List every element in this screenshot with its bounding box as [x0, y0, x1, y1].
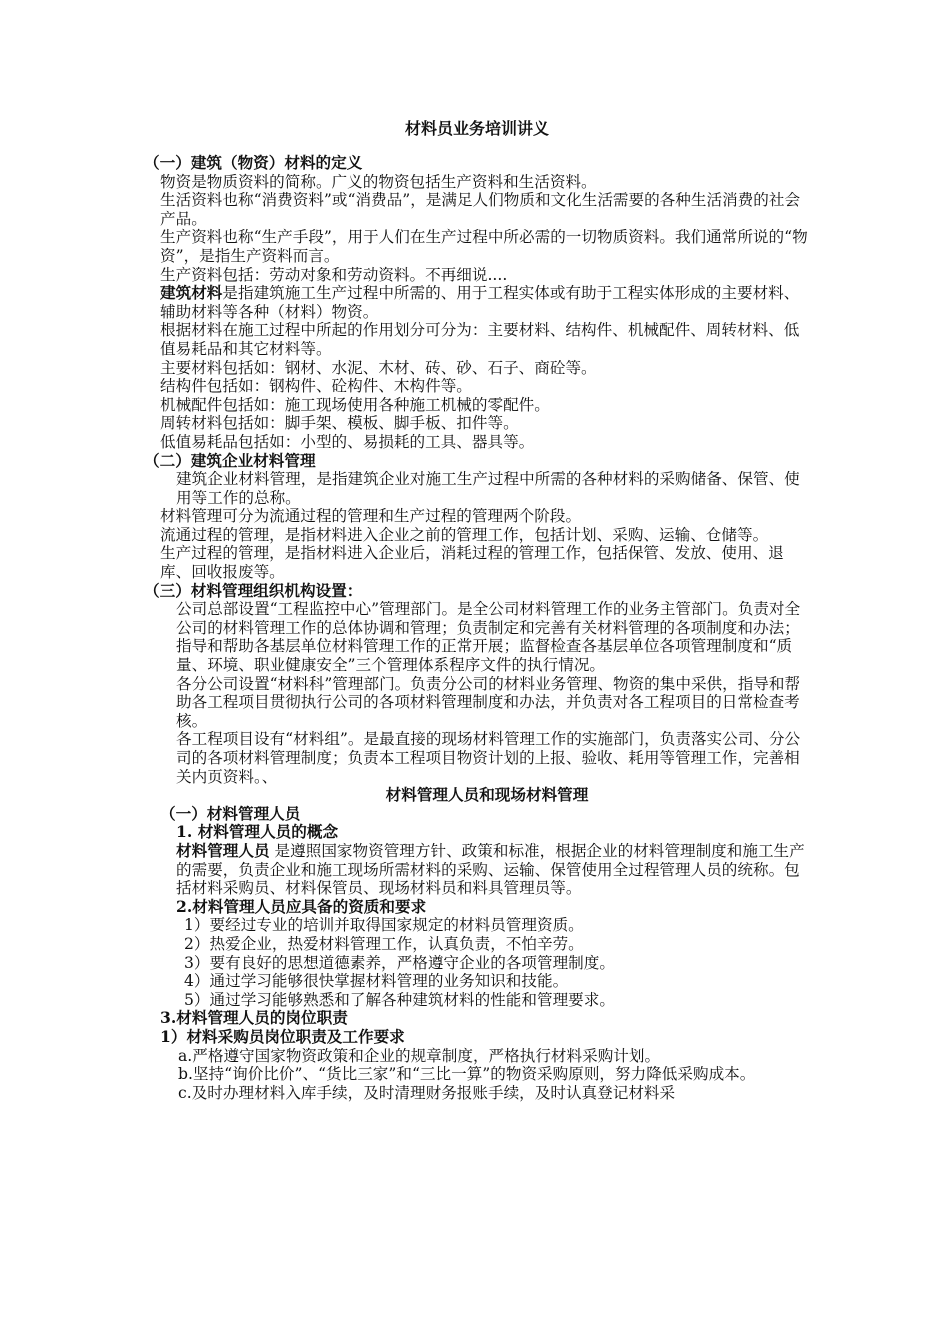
- paragraph: 主要材料包括如：钢材、水泥、木材、砖、砂、石子、商砼等。: [160, 358, 597, 377]
- paragraph: 周转材料包括如：脚手架、模板、脚手板、扣件等。: [160, 414, 519, 433]
- paragraph: 流通过程的管理，是指材料进入企业之前的管理工作，包括计划、采购、运输、仓储等。: [160, 525, 769, 544]
- section-2-heading: （二）建筑企业材料管理: [144, 450, 316, 470]
- paragraph-text: 是指建筑施工生产过程中所需的、用于工程实体或有助于工程实体形成的主要材料、辅助材料等各种（材料）物资。: [160, 284, 800, 321]
- list-item: b.坚持“询价比价”、“货比三家”和“三比一算”的物资采购原则，努力降低采购成本。: [178, 1065, 756, 1084]
- bold-term: 材料管理人员: [176, 840, 270, 860]
- paragraph: [144, 284, 810, 321]
- paragraph: 各分公司设置“材料科”管理部门。负责分公司的材料业务管理、物资的集中采供，指导和帮助各工程项目贯彻执行公司的各项材料管理制度和办法，并负责对各工程项目的日常检查考核。: [176, 674, 801, 730]
- paragraph: 生产过程的管理，是指材料进入企业后，消耗过程的管理工作，包括保管、发放、使用、退库、回收报废等。: [160, 544, 784, 582]
- paragraph: 机械配件包括如：施工现场使用各种施工机械的零配件。: [160, 395, 550, 414]
- paragraph: 低值易耗品包括如：小型的、易损耗的工具、器具等。: [160, 432, 535, 451]
- paragraph: 生产资料也称“生产手段”，用于人们在生产过程中所必需的一切物质资料。我们通常所说的“物资”，是指生产资料而言。: [160, 228, 808, 265]
- bold-term: 建筑材料: [160, 283, 223, 303]
- subsection-heading: 2.材料管理人员应具备的资质和要求: [176, 896, 427, 916]
- paragraph: 材料管理可分为流通过程的管理和生产过程的管理两个阶段。: [160, 507, 582, 526]
- paragraph: 生产资料包括：劳动对象和劳动资料。不再细说....: [160, 265, 508, 284]
- list-item: 2）热爱企业，热爱材料管理工作，认真负责，不怕辛劳。: [184, 934, 584, 953]
- paragraph: [144, 842, 810, 898]
- document-page: [144, 118, 810, 1102]
- paragraph: 生活资料也称“消费资料”或“消费品”，是满足人们物质和文化生活需要的各种生活消费的社会产品。: [160, 191, 801, 228]
- list-item: c.及时办理材料入库手续，及时清理财务报账手续，及时认真登记材料采: [178, 1083, 676, 1102]
- paragraph: 根据材料在施工过程中所起的作用划分可分为：主要材料、结构件、机械配件、周转材料、低值易耗品和其它材料等。: [160, 321, 800, 358]
- subsection-heading: （一）材料管理人员: [160, 803, 301, 823]
- paragraph: 物资是物质资料的简称。广义的物资包括生产资料和生活资料。: [160, 172, 597, 191]
- page-title: 材料员业务培训讲义: [404, 119, 549, 138]
- paragraph: 结构件包括如：钢构件、砼构件、木构件等。: [160, 377, 472, 396]
- section-1-heading: （一）建筑（物资）材料的定义: [144, 153, 363, 172]
- subsection-heading: 3.材料管理人员的岗位职责: [160, 1008, 348, 1028]
- list-item: 3）要有良好的思想道德素养，严格遵守企业的各项管理制度。: [184, 953, 615, 972]
- paragraph: 公司总部设置“工程监控中心”管理部门。是全公司材料管理工作的业务主管部门。负责对全公司的材料管理工作的总体协调和管理；负责制定和完善有关材料管理的各项制度和办法；指导和帮助各基层单位材料管理工作的正常开展；监督检查各基层单位各项管理制度和“质量、环境、职业健康安全”三个管理体系程序文件的执行情况。: [176, 600, 801, 675]
- subsection-heading: 1）材料采购员岗位职责及工作要求: [160, 1026, 405, 1046]
- section-3-heading: （三）材料管理组织机构设置：: [144, 580, 363, 600]
- list-item: 1）要经过专业的培训并取得国家规定的材料员管理资质。: [184, 916, 584, 935]
- list-item: a.严格遵守国家物资政策和企业的规章制度，严格执行材料采购计划。: [178, 1046, 661, 1065]
- list-item: 5）通过学习能够熟悉和了解各种建筑材料的性能和管理要求。: [184, 990, 615, 1009]
- paragraph: 各工程项目设有“材料组”。是最直接的现场材料管理工作的实施部门，负责落实公司、分公司的各项材料管理制度；负责本工程项目物资计划的上报、验收、耗用等管理工作，完善相关内页资料。、: [176, 730, 801, 786]
- part-2-heading: 材料管理人员和现场材料管理: [385, 785, 589, 805]
- paragraph: 建筑企业材料管理，是指建筑企业对施工生产过程中所需的各种材料的采购储备、保管、使用等工作的总称。: [176, 470, 800, 507]
- paragraph-text: 是遵照国家物资管理方针、政策和标准，根据企业的材料管理制度和施工生产的需要，负责企业和施工现场所需材料的采购、运输、保管使用全过程管理人员的统称。包括材料采购员、材料保管员、现场材料员和料具管理员等。: [176, 841, 805, 898]
- subsection-heading: 1. 材料管理人员的概念: [176, 822, 339, 842]
- list-item: 4）通过学习能够很快掌握材料管理的业务知识和技能。: [184, 972, 569, 991]
